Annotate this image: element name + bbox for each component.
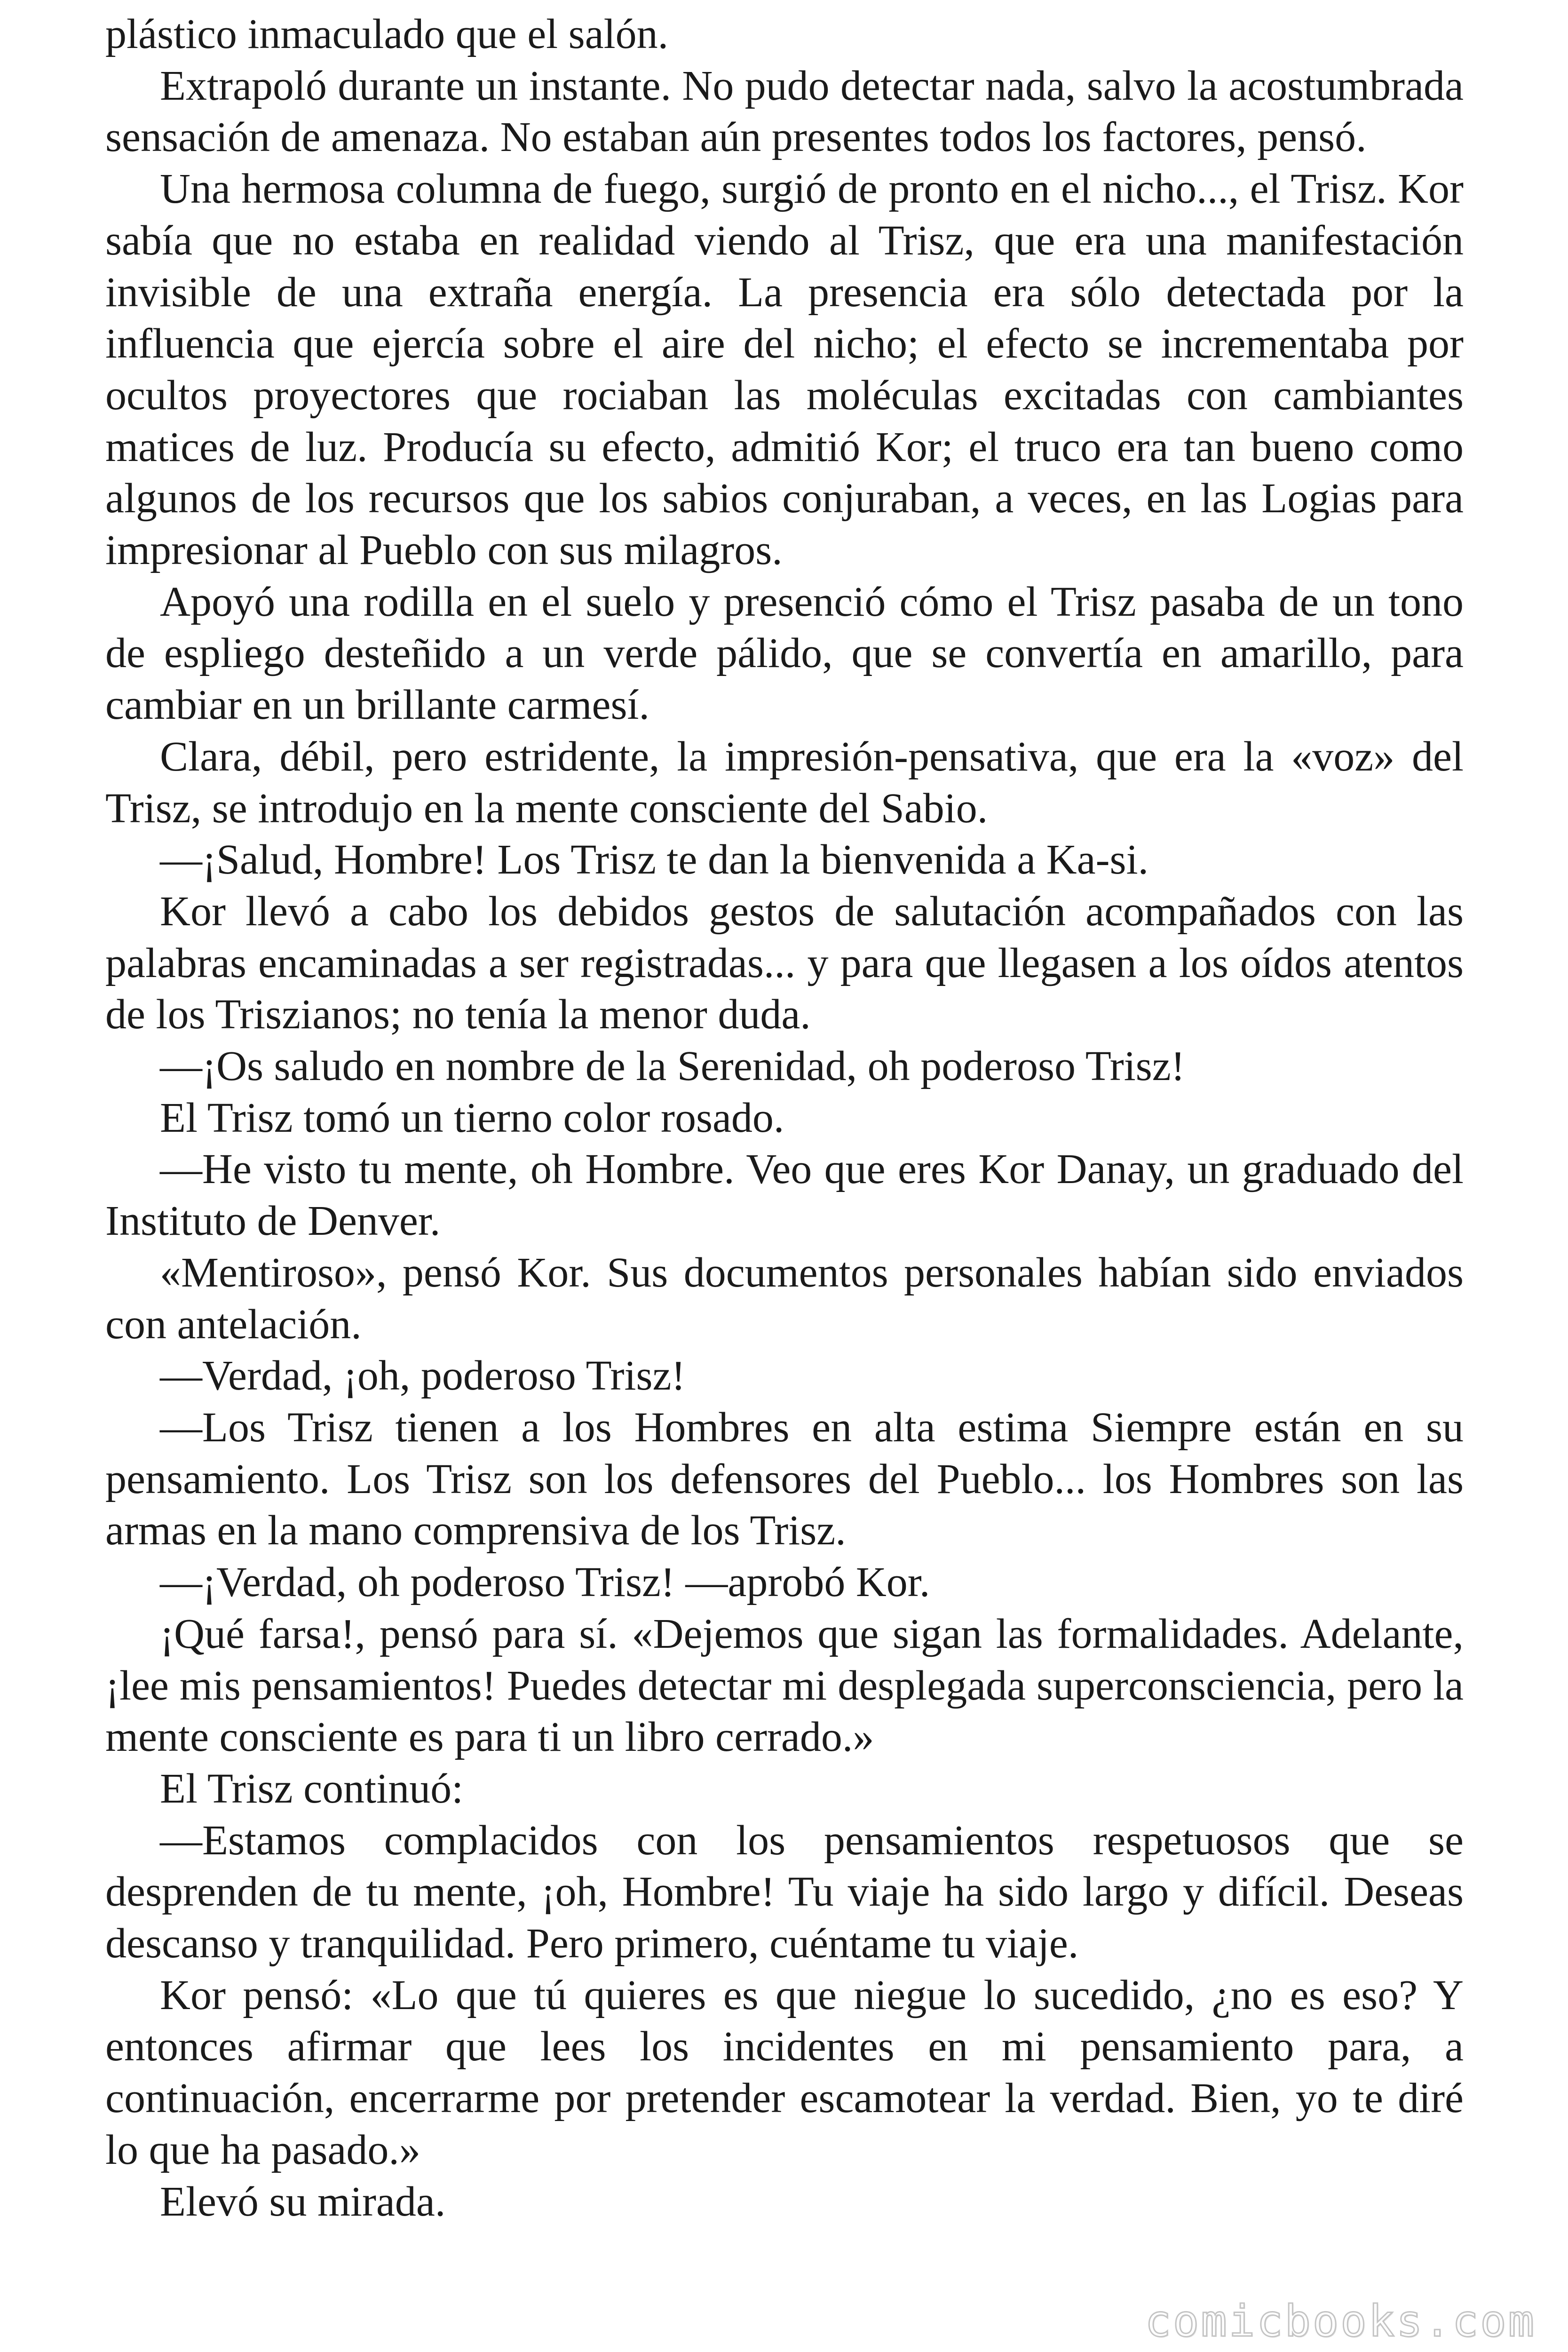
- paragraph: plástico inmaculado que el salón.: [105, 11, 669, 57]
- paragraph: —Verdad, ¡oh, poderoso Trisz!: [160, 1352, 686, 1399]
- paragraph: Apoyó una rodilla en el suelo y presenció cómo el Trisz pasaba de un tono de espliego desteñido a un verde pálido, que se convertía en amarillo, para cambiar en un brillante carmesí.: [105, 578, 1464, 729]
- paragraph: El Trisz continuó:: [160, 1765, 464, 1812]
- paragraph: Extrapoló durante un instante. No pudo detectar nada, salvo la acostumbrada sensación de amenaza. No estaban aún presentes todos los factores, pensó.: [105, 62, 1464, 161]
- paragraph: —¡Verdad, oh poderoso Trisz! —aprobó Kor.: [160, 1559, 930, 1606]
- watermark: comicbooks.com: [1145, 2296, 1536, 2346]
- paragraph: El Trisz tomó un tierno color rosado.: [160, 1094, 784, 1141]
- paragraph: Kor llevó a cabo los debidos gestos de salutación acompañados con las palabras encaminadas a ser registradas... y para que llegasen a los oídos atentos de los Triszianos; no tenía la menor duda.: [105, 888, 1464, 1038]
- paragraph: «Mentiroso», pensó Kor. Sus documentos personales habían sido enviados con antelación.: [105, 1249, 1464, 1348]
- paragraph: ¡Qué farsa!, pensó para sí. «Dejemos que sigan las formalidades. Adelante, ¡lee mis pensamientos! Puedes detectar mi desplegada superconsciencia, pero la mente consciente es para ti un libro cerrado.»: [105, 1610, 1464, 1761]
- paragraph: —¡Os saludo en nombre de la Serenidad, oh poderoso Trisz!: [160, 1043, 1185, 1090]
- paragraph: —Estamos complacidos con los pensamientos respetuosos que se desprenden de tu mente, ¡oh, Hombre! Tu viaje ha sido largo y difícil. Deseas descanso y tranquilidad. Pero primero, cuéntame tu viaje.: [105, 1817, 1464, 1967]
- paragraph: Clara, débil, pero estridente, la impresión-pensativa, que era la «voz» del Trisz, se introdujo en la mente consciente del Sabio.: [105, 733, 1464, 832]
- paragraph: Kor pensó: «Lo que tú quieres es que niegue lo sucedido, ¿no es eso? Y entonces afirmar que lees los incidentes en mi pensamiento para, a continuación, encerrarme por pretender escamotear la verdad. Bien, yo te diré lo que ha pasado.»: [105, 1971, 1464, 2173]
- paragraph: —¡Salud, Hombre! Los Trisz te dan la bienvenida a Ka-si.: [160, 836, 1149, 883]
- paragraph: —He visto tu mente, oh Hombre. Veo que eres Kor Danay, un graduado del Instituto de Denver.: [105, 1146, 1464, 1245]
- page-body: [105, 8, 1464, 2328]
- paragraph: —Los Trisz tienen a los Hombres en alta estima Siempre están en su pensamiento. Los Trisz son los defensores del Pueblo... los Hombres son las armas en la mano comprensiva de los Trisz.: [105, 1404, 1464, 1554]
- paragraph: Una hermosa columna de fuego, surgió de pronto en el nicho..., el Trisz. Kor sabía que no estaba en realidad viendo al Trisz, que era una manifestación invisible de una extraña energía. La presencia era sólo detectada por la influencia que ejercía sobre el aire del nicho; el efecto se incrementaba por ocultos proyectores que rociaban las moléculas excitadas con cambiantes matices de luz. Producía su efecto, admitió Kor; el truco era tan bueno como algunos de los recursos que los sabios conjuraban, a veces, en las Logias para impresionar al Pueblo con sus milagros.: [105, 166, 1464, 574]
- paragraph: Elevó su mirada.: [160, 2178, 446, 2225]
